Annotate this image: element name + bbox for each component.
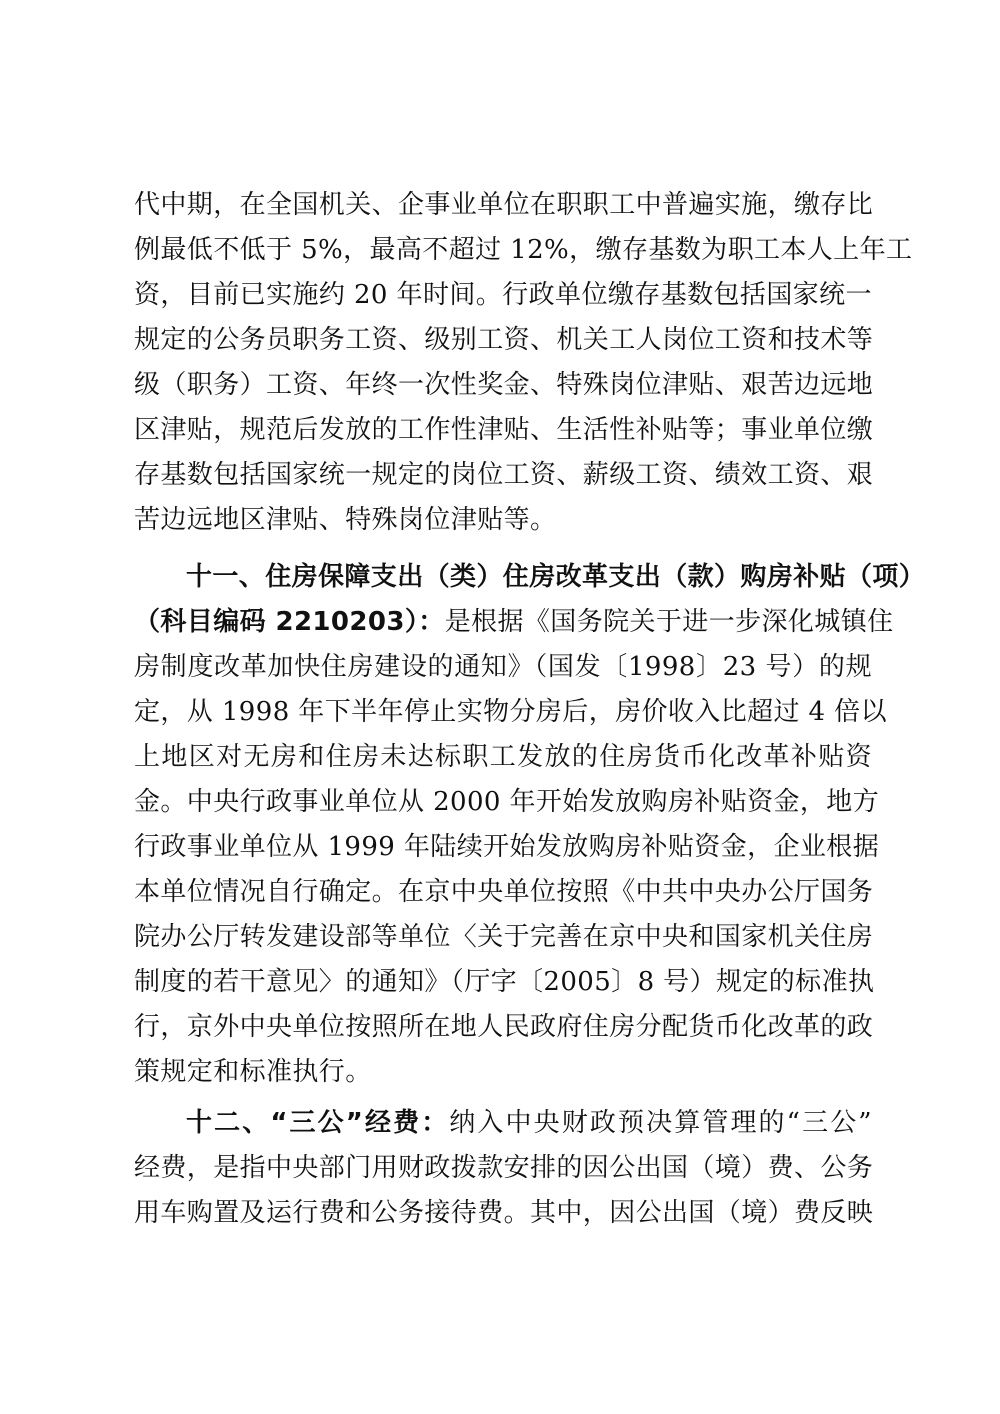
text-line: 院办公厅转发建设部等单位〈关于完善在京中央和国家机关住房: [134, 922, 874, 952]
text-line: [134, 600, 894, 645]
text-line: 级（职务）工资、年终一次性奖金、特殊岗位津贴、艰苦边远地: [134, 370, 874, 400]
text-fragment: 纳入中央财政预决算管理的“三公”: [449, 1108, 872, 1138]
paragraph-three-public-expenses: [134, 1101, 872, 1236]
text-line: 房制度改革加快住房建设的通知》（国发〔1998〕23 号）的规: [134, 652, 872, 682]
paragraph-housing-fund: [134, 183, 913, 543]
text-line: 区津贴，规范后发放的工作性津贴、生活性补贴等；事业单位缴: [134, 415, 874, 445]
text-line: 资，目前已实施约 20 年时间。行政单位缴存基数包括国家统一: [134, 280, 872, 310]
text-line: 上地区对无房和住房未达标职工发放的住房货币化改革补贴资: [134, 742, 872, 772]
text-line: 代中期，在全国机关、企事业单位在职职工中普遍实施，缴存比: [134, 190, 874, 220]
text-line: 存基数包括国家统一规定的岗位工资、薪级工资、绩效工资、艰: [134, 460, 874, 490]
text-line: 金。中央行政事业单位从 2000 年开始发放购房补贴资金，地方: [134, 787, 880, 817]
text-line: 行，京外中央单位按照所在地人民政府住房分配货币化改革的政: [134, 1012, 874, 1042]
section-heading-12: 十二、“三公”经费：: [186, 1108, 450, 1138]
text-line: 规定的公务员职务工资、级别工资、机关工人岗位工资和技术等: [134, 325, 874, 355]
text-line: 行政事业单位从 1999 年陆续开始发放购房补贴资金，企业根据: [134, 832, 880, 862]
text-line: 定，从 1998 年下半年停止实物分房后，房价收入比超过 4 倍以: [134, 697, 887, 727]
text-line: 经费，是指中央部门用财政拨款安排的因公出国（境）费、公务: [134, 1153, 874, 1183]
text-line: 本单位情况自行确定。在京中央单位按照《中共中央办公厅国务: [134, 877, 874, 907]
text-line: 策规定和标准执行。: [134, 1057, 372, 1087]
paragraph-housing-subsidy: [134, 555, 926, 1095]
text-line: 例最低不低于 5%，最高不超过 12%，缴存基数为职工本人上年工: [134, 235, 913, 265]
text-fragment: 是根据《国务院关于进一步深化城镇住: [444, 607, 894, 637]
text-line: 苦边远地区津贴、特殊岗位津贴等。: [134, 505, 557, 535]
subject-code: （科目编码 2210203）：: [134, 607, 445, 637]
section-heading-11: 十一、住房保障支出（类）住房改革支出（款）购房补贴（项）: [186, 562, 926, 592]
text-line: 用车购置及运行费和公务接待费。其中，因公出国（境）费反映: [134, 1198, 874, 1228]
text-line: 制度的若干意见〉的通知》（厅字〔2005〕8 号）规定的标准执: [134, 967, 875, 997]
text-line: [134, 1101, 872, 1146]
